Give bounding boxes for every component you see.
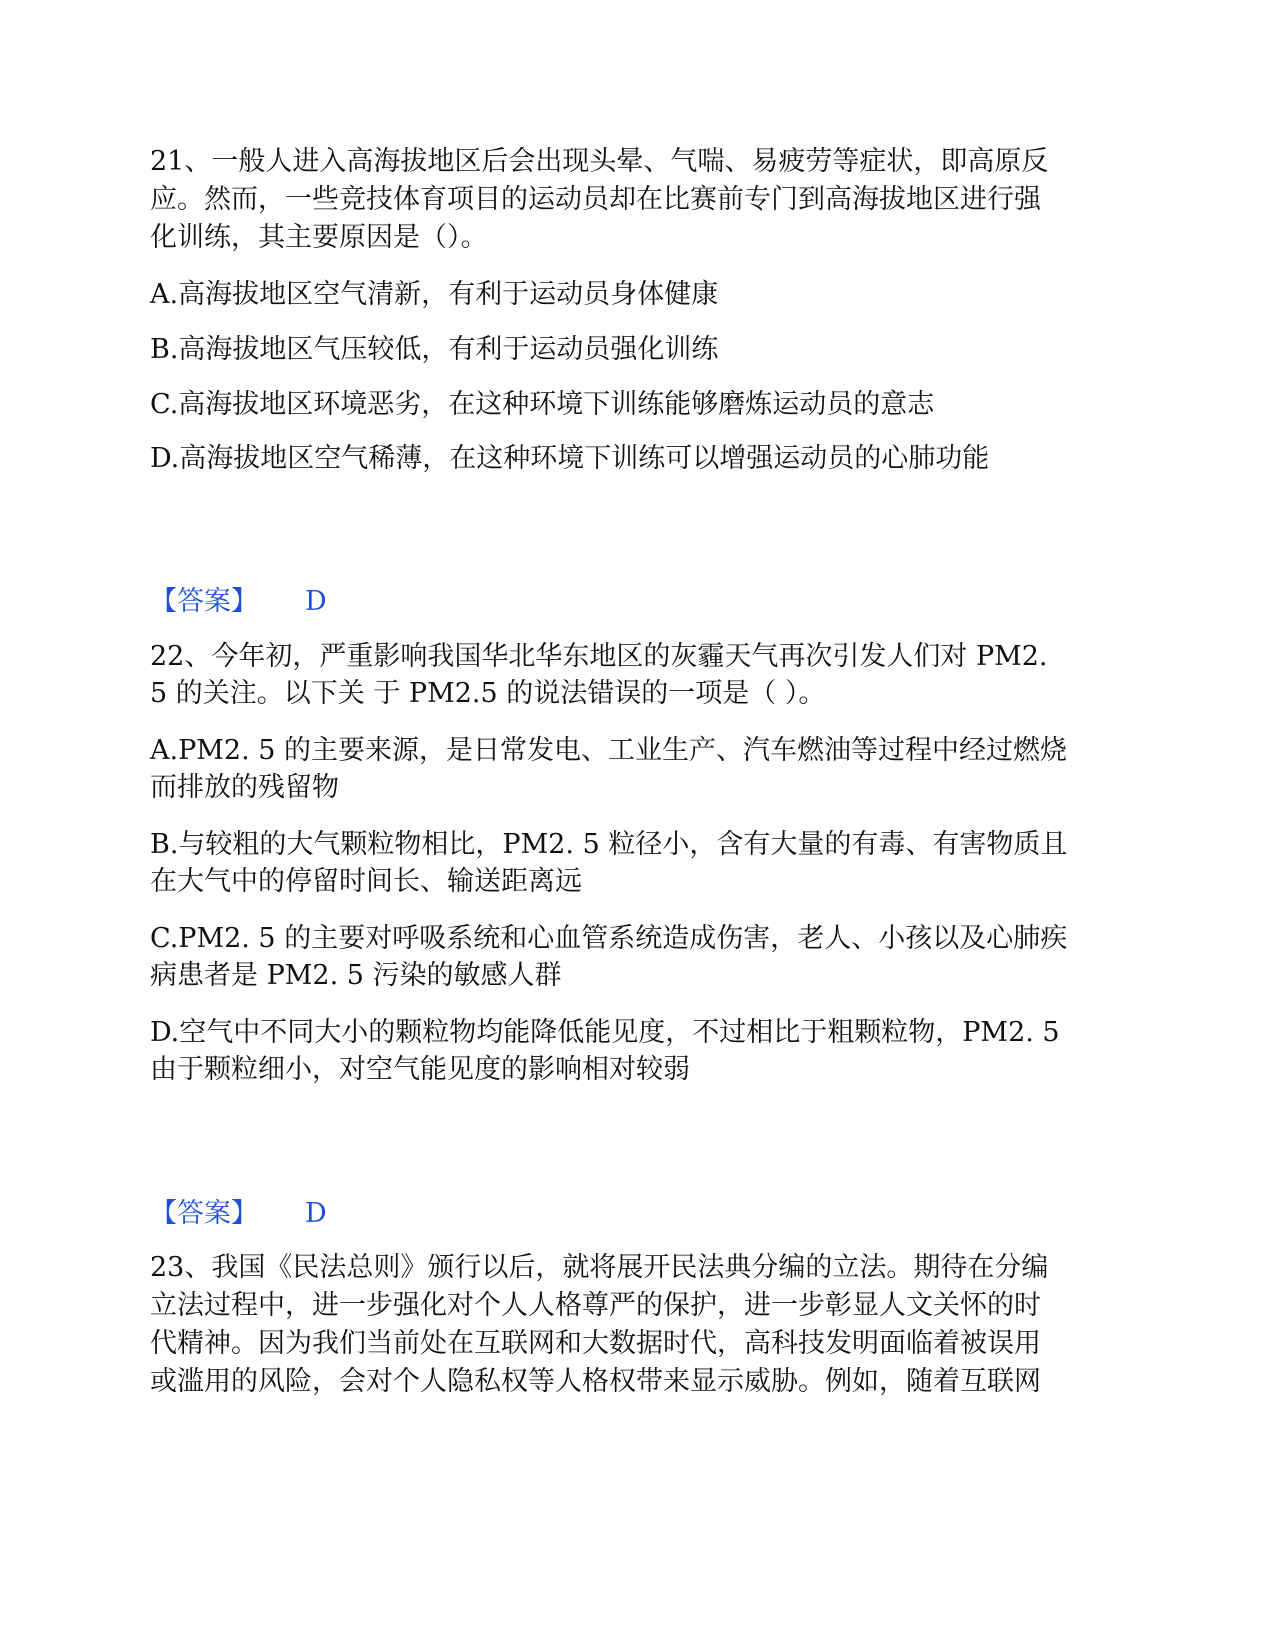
q22-option-c-line-1: C.PM2. 5 的主要对呼吸系统和心血管系统造成伤害，老人、小孩以及心肺疾	[150, 923, 1068, 954]
q22-stem-line-1: 22、今年初，严重影响我国华北华东地区的灰霾天气再次引发人们对 PM2.	[150, 641, 1048, 672]
q21-stem-line-3: 化训练，其主要原因是（）。	[150, 222, 488, 253]
q22-stem-line-2: 5 的关注。以下关 于 PM2.5 的说法错误的一项是（ ）。	[150, 678, 826, 709]
answer-value: D	[305, 586, 327, 617]
q21-answer	[150, 584, 327, 620]
answer-value: D	[305, 1198, 327, 1229]
q21-option-a: A.高海拔地区空气清新，有利于运动员身体健康	[150, 279, 719, 310]
q23-stem-line-1: 23、我国《民法总则》颁行以后，就将展开民法典分编的立法。期待在分编	[150, 1252, 1049, 1283]
q22-option-c-line-2: 病患者是 PM2. 5 污染的敏感人群	[150, 960, 562, 991]
q23-stem-line-4: 或滥用的风险，会对个人隐私权等人格权带来显示威胁。例如，随着互联网	[150, 1366, 1041, 1397]
q22-option-a-line-2: 而排放的残留物	[150, 772, 339, 803]
q21-stem-line-1: 21、一般人进入高海拔地区后会出现头晕、气喘、易疲劳等症状，即高原反	[150, 146, 1049, 177]
answer-label: 【答案】	[150, 586, 258, 617]
q23-stem-line-3: 代精神。因为我们当前处在互联网和大数据时代，高科技发明面临着被误用	[150, 1328, 1041, 1359]
answer-label: 【答案】	[150, 1198, 258, 1229]
q23-stem-line-2: 立法过程中，进一步强化对个人人格尊严的保护，进一步彰显人文关怀的时	[150, 1290, 1041, 1321]
q21-option-c: C.高海拔地区环境恶劣，在这种环境下训练能够磨炼运动员的意志	[150, 389, 935, 420]
q21-option-d: D.高海拔地区空气稀薄，在这种环境下训练可以增强运动员的心肺功能	[150, 443, 990, 474]
q22-answer	[150, 1196, 327, 1232]
q22-option-d-line-2: 由于颗粒细小，对空气能见度的影响相对较弱	[150, 1054, 690, 1085]
q21-option-b: B.高海拔地区气压较低，有利于运动员强化训练	[150, 334, 719, 365]
q22-option-b-line-2: 在大气中的停留时间长、输送距离远	[150, 866, 582, 897]
q22-option-d-line-1: D.空气中不同大小的颗粒物均能降低能见度，不过相比于粗颗粒物，PM2. 5	[150, 1017, 1060, 1048]
q21-stem-line-2: 应。然而，一些竞技体育项目的运动员却在比赛前专门到高海拔地区进行强	[150, 184, 1041, 215]
q22-option-b-line-1: B.与较粗的大气颗粒物相比，PM2. 5 粒径小，含有大量的有毒、有害物质且	[150, 829, 1068, 860]
q22-option-a-line-1: A.PM2. 5 的主要来源，是日常发电、工业生产、汽车燃油等过程中经过燃烧	[150, 735, 1067, 766]
